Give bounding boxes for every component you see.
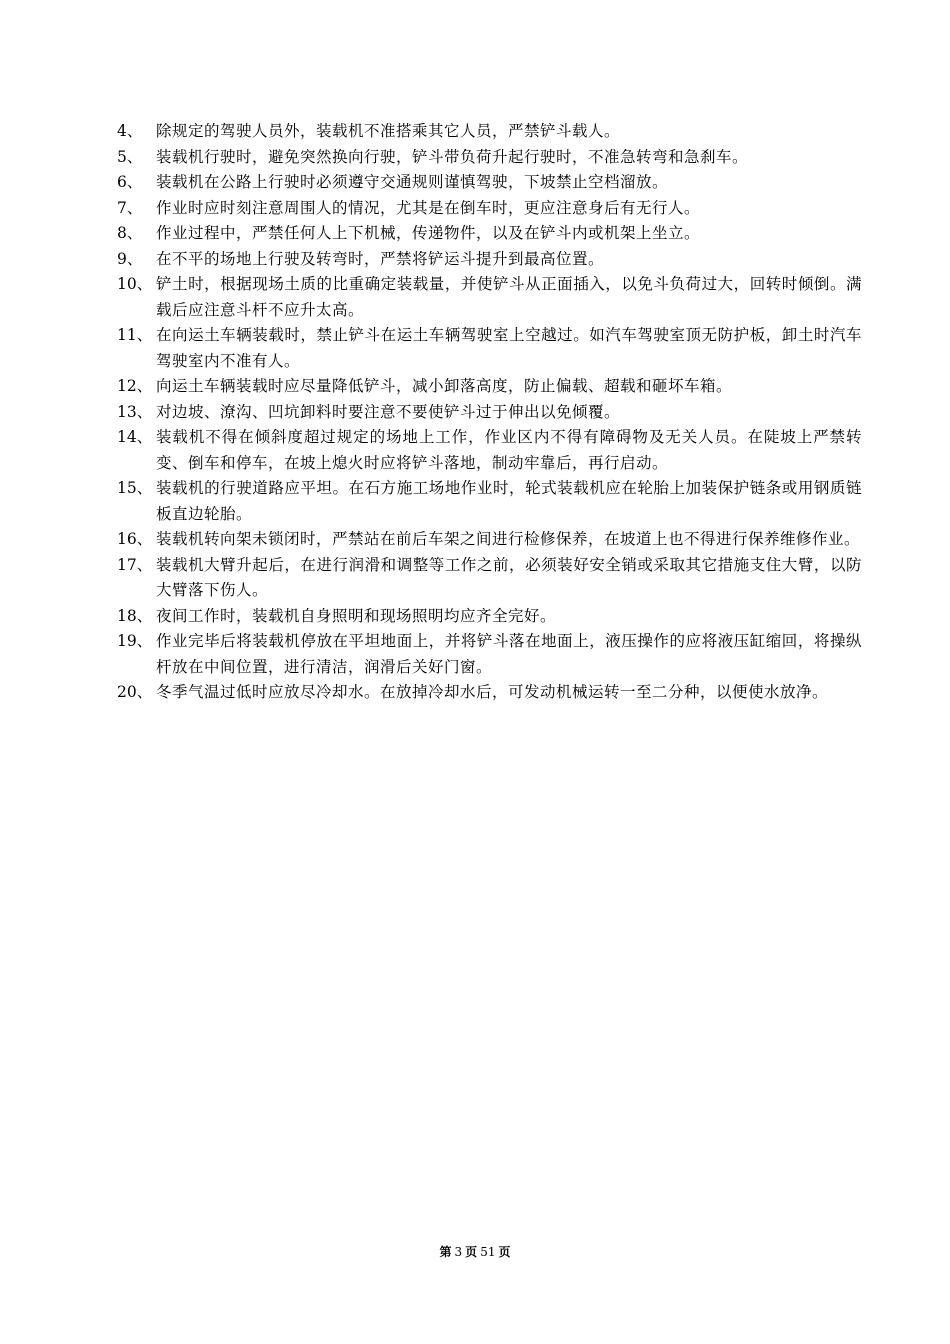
item-text: 装载机在公路上行驶时必须遵守交通规则谨慎驾驶，下坡禁止空档溜放。 <box>156 173 669 191</box>
list-item <box>117 145 862 171</box>
list-item <box>117 196 862 222</box>
item-number: 16、 <box>117 530 153 548</box>
item-number: 5、 <box>117 147 143 166</box>
list-item <box>117 476 862 527</box>
list-item <box>117 221 862 247</box>
item-number: 4、 <box>117 122 143 140</box>
item-text: 作业完毕后将装载机停放在平坦地面上，并将铲斗落在地面上，液压操作的应将液压缸缩回，将操纵杆放在中间位置，进行清洁，润滑后关好门窗。 <box>156 632 862 676</box>
list-item <box>117 323 862 374</box>
footer-ye2: 页 <box>498 1245 511 1259</box>
item-text: 冬季气温过低时应放尽冷却水。在放掉冷却水后，可发动机械运转一至二分种，以便使水放净。 <box>156 683 829 701</box>
item-number: 12、 <box>117 377 153 395</box>
item-number: 19、 <box>117 632 153 650</box>
list-item <box>117 400 862 426</box>
item-text: 装载机转向架未锁闭时，严禁站在前后车架之间进行检修保养，在坡道上也不得进行保养维修作业。 <box>156 530 861 548</box>
item-number: 9、 <box>117 249 143 268</box>
item-text: 装载机大臂升起后，在进行润滑和调整等工作之前，必须装好安全销或采取其它措施支住大臂，以防大臂落下伤人。 <box>156 555 862 599</box>
list-item <box>117 425 862 476</box>
item-number: 6、 <box>117 173 143 191</box>
list-item <box>117 119 862 145</box>
list-item <box>117 527 862 553</box>
item-number: 13、 <box>117 402 153 421</box>
item-number: 20、 <box>117 683 153 701</box>
item-number: 14、 <box>117 428 153 446</box>
footer-total-pages: 51 <box>480 1245 496 1259</box>
item-number: 8、 <box>117 224 143 242</box>
item-text: 夜间工作时，装载机自身照明和现场照明均应齐全完好。 <box>156 606 557 625</box>
list-item <box>117 374 862 400</box>
item-number: 10、 <box>117 275 153 293</box>
item-number: 18、 <box>117 606 153 625</box>
safety-rules-list <box>117 119 862 706</box>
item-text: 在向运土车辆装载时，禁止铲斗在运土车辆驾驶室上空越过。如汽车驾驶室顶无防护板，卸土时汽车驾驶室内不准有人。 <box>156 326 862 370</box>
list-item <box>117 272 862 323</box>
item-text: 作业时应时刻注意周围人的情况，尤其是在倒车时，更应注意身后有无行人。 <box>156 198 701 217</box>
item-text: 装载机行驶时，避免突然换向行驶，铲斗带负荷升起行驶时，不准急转弯和急刹车。 <box>156 147 749 166</box>
item-number: 17、 <box>117 555 153 574</box>
list-item <box>117 604 862 630</box>
item-number: 7、 <box>117 198 143 217</box>
footer-di: 第 <box>439 1245 452 1259</box>
list-item <box>117 247 862 273</box>
footer-ye: 页 <box>465 1245 478 1259</box>
list-item <box>117 629 862 680</box>
list-item <box>117 170 862 196</box>
page-footer <box>0 1244 950 1260</box>
item-text: 装载机的行驶道路应平坦。在石方施工场地作业时，轮式装载机应在轮胎上加装保护链条或用钢质链板直边轮胎。 <box>156 479 862 523</box>
item-text: 在不平的场地上行驶及转弯时，严禁将铲运斗提升到最高位置。 <box>156 249 605 268</box>
item-text: 对边坡、潦沟、凹坑卸料时要注意不要使铲斗过于伸出以免倾覆。 <box>156 402 621 421</box>
list-item <box>117 553 862 604</box>
item-number: 11、 <box>117 326 153 344</box>
item-text: 除规定的驾驶人员外，装载机不准搭乘其它人员，严禁铲斗载人。 <box>156 122 621 140</box>
item-text: 作业过程中，严禁任何人上下机械，传递物件，以及在铲斗内或机架上坐立。 <box>156 224 701 242</box>
footer-page-number: 3 <box>454 1245 463 1259</box>
list-item <box>117 680 862 706</box>
item-text: 铲土时，根据现场土质的比重确定装载量，并使铲斗从正面插入，以免斗负荷过大，回转时倾倒。满载后应注意斗杆不应升太高。 <box>156 275 862 319</box>
item-number: 15、 <box>117 479 153 497</box>
item-text: 装载机不得在倾斜度超过规定的场地上工作，作业区内不得有障碍物及无关人员。在陡坡上严禁转变、倒车和停车，在坡上熄火时应将铲斗落地，制动牢靠后，再行启动。 <box>156 428 862 472</box>
item-text: 向运土车辆装载时应尽量降低铲斗，减小卸落高度，防止偏载、超载和砸坏车箱。 <box>156 377 733 395</box>
